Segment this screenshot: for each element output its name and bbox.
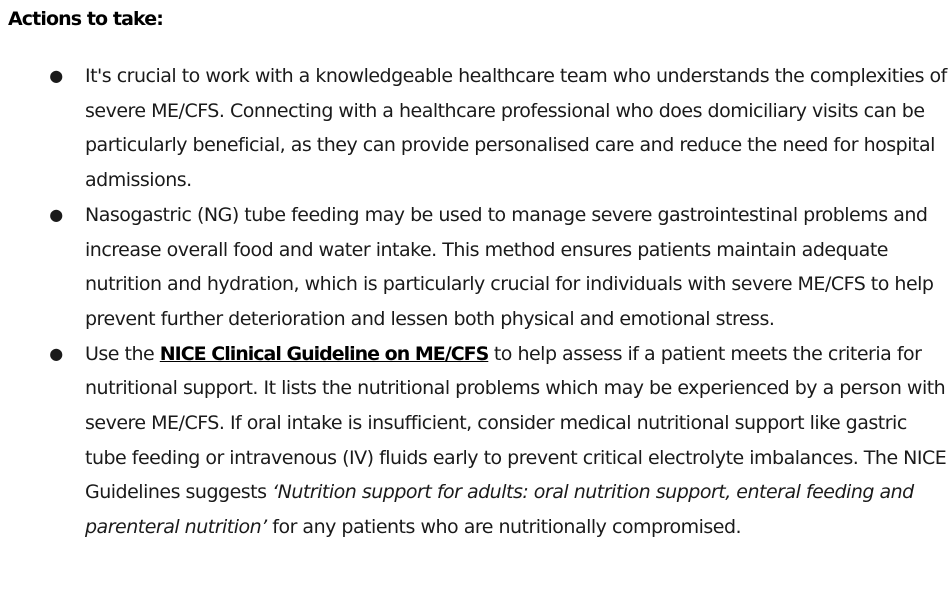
bullet-icon: ● xyxy=(49,66,63,85)
list-item-text: Nasogastric (NG) tube feeding may be used to manage severe gastrointestinal problems and increase overall food and water intake. This method ensures patients maintain adequate nutrition and hydration, which is particularly crucial for individuals with severe ME/CFS to help prevent further deterioration and lessen both physical and emotional stress. xyxy=(85,203,934,330)
actions-list xyxy=(0,59,951,545)
list-item xyxy=(0,59,951,198)
list-item-text: It's crucial to work with a knowledgeable healthcare team who understands the complexities of severe ME/CFS. Connecting with a healthcare professional who does domiciliary visits can be particularly beneficial, as they can provide personalised care and reduce the need for hospital admissions. xyxy=(85,65,947,192)
bullet-icon: ● xyxy=(49,343,63,363)
list-item-middle: to help assess if a patient meets the criteria for nutritional support. It lists the nutritional problems which may be experienced by a person with severe ME/CFS. If oral intake is insufficient, consider medical nutritional support like gastric tube feeding or intravenous (IV) fluids early to prevent critical electrolyte imbalances. The NICE Guidelines suggests xyxy=(85,342,947,504)
nice-guideline-link[interactable]: NICE Clinical Guideline on ME/CFS xyxy=(159,342,489,365)
list-item-prefix: Use the xyxy=(85,342,160,365)
guideline-title-italic: ‘Nutrition support for adults: oral nutrition support, enteral feeding and parenteral nutrition’ xyxy=(85,481,914,539)
list-item xyxy=(0,337,951,545)
section-heading: Actions to take: xyxy=(8,8,163,30)
list-item xyxy=(0,198,951,337)
list-item-suffix: for any patients who are nutritionally compromised. xyxy=(266,516,742,539)
bullet-icon: ● xyxy=(49,204,63,224)
